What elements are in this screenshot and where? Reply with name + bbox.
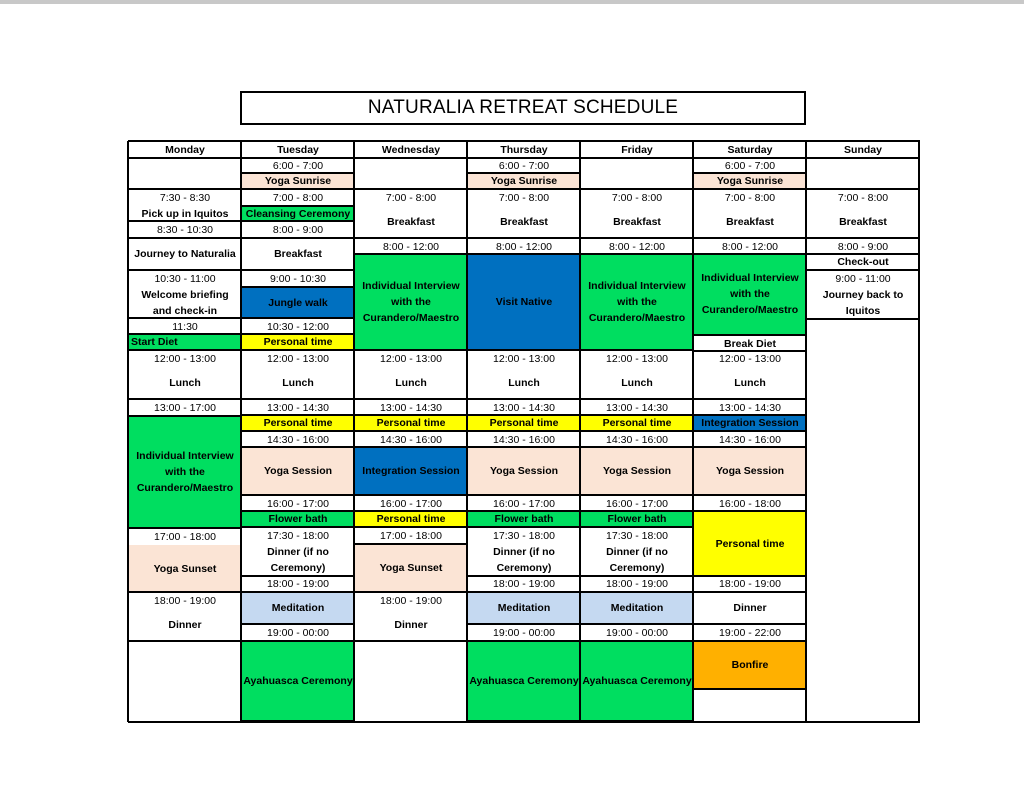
grid-line bbox=[128, 640, 242, 642]
time-label: 6:00 - 7:00 bbox=[724, 159, 776, 172]
grid-line bbox=[580, 253, 694, 255]
grid-line bbox=[467, 430, 581, 432]
grid-line bbox=[241, 526, 355, 528]
day-header-friday: Friday bbox=[621, 143, 653, 156]
activity-personal-time: Personal time bbox=[355, 511, 467, 527]
grid-line bbox=[354, 237, 468, 239]
grid-line bbox=[128, 591, 242, 593]
grid-line bbox=[354, 446, 468, 448]
grid-line bbox=[467, 494, 581, 496]
time-label: 17:30 - 18:00 bbox=[267, 530, 329, 542]
time-label: 7:00 - 8:00 bbox=[611, 192, 663, 204]
grid-line bbox=[806, 253, 920, 255]
activity-flower-bath: Flower bath bbox=[242, 511, 354, 527]
grid-line bbox=[693, 688, 807, 690]
activity-journey: Journey to Naturalia bbox=[134, 248, 236, 260]
grid-line bbox=[693, 623, 807, 625]
activity-dinner: Dinner bbox=[733, 602, 767, 614]
grid-line bbox=[128, 140, 920, 142]
activity-break-diet: Break Diet bbox=[724, 337, 776, 350]
grid-line bbox=[354, 349, 468, 351]
grid-line bbox=[806, 188, 920, 190]
grid-line bbox=[241, 349, 355, 351]
time-label: 13:00 - 17:00 bbox=[154, 402, 216, 414]
grid-line bbox=[354, 510, 468, 512]
time-label: 14:30 - 16:00 bbox=[493, 433, 555, 446]
time-label: 12:00 - 13:00 bbox=[606, 353, 668, 365]
grid-line bbox=[693, 575, 807, 577]
grid-line bbox=[241, 269, 355, 271]
time-label: 13:00 - 14:30 bbox=[493, 401, 555, 414]
grid-line bbox=[128, 349, 242, 351]
activity-yoga-session: Yoga Session bbox=[581, 447, 693, 495]
activity-interview: Individual Interview with the Curandero/Maestro bbox=[355, 254, 467, 350]
grid-line bbox=[467, 510, 581, 512]
grid-line bbox=[467, 526, 581, 528]
activity-visit-native: Visit Native bbox=[468, 254, 580, 350]
grid-line bbox=[241, 623, 355, 625]
activity-checkout: Check-out bbox=[837, 256, 889, 268]
grid-line bbox=[580, 237, 694, 239]
activity-integration: Integration Session bbox=[355, 447, 467, 495]
activity-lunch: Lunch bbox=[734, 377, 766, 389]
grid-line bbox=[128, 188, 242, 190]
time-label: 19:00 - 00:00 bbox=[267, 627, 329, 639]
time-label: 17:30 - 18:00 bbox=[493, 530, 555, 542]
time-label: 13:00 - 14:30 bbox=[719, 401, 781, 414]
activity-jungle-walk: Jungle walk bbox=[242, 287, 354, 318]
activity-meditation: Meditation bbox=[242, 592, 354, 624]
day-header-tuesday: Tuesday bbox=[277, 143, 319, 156]
time-label: 11:30 bbox=[172, 320, 198, 333]
activity-start-diet: Start Diet bbox=[129, 334, 241, 350]
activity-dinner: Dinner (if no Ceremony) bbox=[493, 546, 555, 574]
grid-line bbox=[241, 398, 355, 400]
grid-line bbox=[467, 237, 581, 239]
grid-line bbox=[693, 350, 807, 352]
activity-lunch: Lunch bbox=[621, 377, 653, 389]
grid-line bbox=[241, 414, 355, 416]
grid-line bbox=[693, 446, 807, 448]
time-label: 6:00 - 7:00 bbox=[272, 159, 324, 172]
activity-yoga-sunset: Yoga Sunset bbox=[129, 545, 241, 592]
activity-yoga-sunrise: Yoga Sunrise bbox=[468, 173, 580, 189]
time-label: 8:00 - 12:00 bbox=[495, 240, 553, 253]
time-label: 8:00 - 9:00 bbox=[272, 224, 324, 236]
time-label: 12:00 - 13:00 bbox=[719, 353, 781, 365]
activity-bonfire: Bonfire bbox=[694, 641, 806, 689]
activity-yoga-sunset: Yoga Sunset bbox=[355, 544, 467, 592]
activity-integration: Integration Session bbox=[694, 415, 806, 431]
grid-line bbox=[467, 720, 581, 722]
activity-flower-bath: Flower bath bbox=[468, 511, 580, 527]
grid-line bbox=[467, 349, 581, 351]
time-label: 9:00 - 10:30 bbox=[269, 273, 327, 285]
grid-line bbox=[693, 591, 807, 593]
time-label: 9:00 - 11:00 bbox=[835, 273, 891, 285]
grid-line bbox=[241, 575, 355, 577]
grid-line bbox=[467, 623, 581, 625]
grid-line bbox=[241, 640, 355, 642]
grid-line bbox=[693, 494, 807, 496]
activity-flower-bath: Flower bath bbox=[581, 511, 693, 527]
grid-line bbox=[354, 543, 468, 545]
grid-line bbox=[241, 591, 355, 593]
time-label: 19:00 - 00:00 bbox=[606, 627, 668, 639]
time-label: 14:30 - 16:00 bbox=[380, 433, 442, 446]
activity-interview: Individual Interview with the Curandero/Maestro bbox=[129, 416, 241, 528]
time-label: 7:00 - 8:00 bbox=[498, 192, 550, 204]
activity-journey-back: Journey back to Iquitos bbox=[822, 289, 904, 317]
grid-line bbox=[580, 430, 694, 432]
time-label: 7:30 - 8:30 bbox=[159, 192, 211, 204]
grid-line bbox=[354, 526, 468, 528]
time-label: 18:00 - 19:00 bbox=[380, 595, 442, 607]
grid-line bbox=[693, 253, 807, 255]
time-label: 17:00 - 18:00 bbox=[380, 530, 442, 542]
time-label: 10:30 - 11:00 bbox=[154, 273, 216, 285]
time-label: 7:00 - 8:00 bbox=[385, 192, 437, 204]
time-label: 13:00 - 14:30 bbox=[606, 401, 668, 414]
activity-personal-time: Personal time bbox=[468, 415, 580, 431]
grid-line bbox=[354, 414, 468, 416]
grid-line bbox=[806, 318, 920, 320]
activity-yoga-sunrise: Yoga Sunrise bbox=[242, 173, 354, 189]
time-label: 12:00 - 13:00 bbox=[493, 353, 555, 365]
grid-line bbox=[354, 591, 468, 593]
time-label: 12:00 - 13:00 bbox=[154, 353, 216, 365]
activity-interview: Individual Interview with the Curandero/Maestro bbox=[581, 254, 693, 350]
grid-line bbox=[580, 623, 694, 625]
time-label: 12:00 - 13:00 bbox=[267, 353, 329, 365]
grid-line bbox=[467, 575, 581, 577]
grid-line bbox=[128, 317, 242, 319]
grid-line bbox=[241, 333, 355, 335]
time-label: 16:00 - 17:00 bbox=[493, 497, 555, 510]
time-label: 7:00 - 8:00 bbox=[724, 192, 776, 204]
time-label: 8:30 - 10:30 bbox=[156, 224, 214, 236]
activity-ayahuasca: Ayahuasca Ceremony bbox=[581, 641, 693, 721]
grid-line bbox=[693, 334, 807, 336]
activity-personal-time: Personal time bbox=[242, 415, 354, 431]
time-label: 18:00 - 19:00 bbox=[267, 578, 329, 590]
activity-lunch: Lunch bbox=[282, 377, 314, 389]
time-label: 7:00 - 8:00 bbox=[837, 192, 889, 204]
grid-line bbox=[693, 172, 807, 174]
activity-breakfast: Breakfast bbox=[274, 248, 322, 260]
grid-line bbox=[128, 398, 242, 400]
grid-line bbox=[467, 591, 581, 593]
grid-line bbox=[918, 141, 920, 722]
time-label: 8:00 - 12:00 bbox=[721, 240, 779, 253]
grid-line bbox=[467, 640, 581, 642]
activity-breakfast: Breakfast bbox=[613, 216, 661, 228]
activity-ayahuasca: Ayahuasca Ceremony bbox=[468, 641, 580, 721]
grid-line bbox=[580, 720, 694, 722]
time-label: 16:00 - 17:00 bbox=[606, 497, 668, 510]
grid-line bbox=[693, 398, 807, 400]
grid-line bbox=[580, 494, 694, 496]
grid-line bbox=[354, 494, 468, 496]
activity-dinner: Dinner (if no Ceremony) bbox=[267, 546, 329, 574]
activity-breakfast: Breakfast bbox=[500, 216, 548, 228]
time-label: 12:00 - 13:00 bbox=[380, 353, 442, 365]
activity-welcome: Welcome briefing and check-in bbox=[141, 289, 229, 317]
activity-ayahuasca: Ayahuasca Ceremony bbox=[242, 641, 354, 721]
grid-line bbox=[241, 205, 355, 207]
grid-line bbox=[580, 398, 694, 400]
activity-pickup: Pick up in Iquitos bbox=[141, 208, 229, 220]
grid-line bbox=[580, 575, 694, 577]
time-label: 13:00 - 14:30 bbox=[267, 401, 329, 414]
time-label: 7:00 - 8:00 bbox=[272, 192, 324, 204]
grid-line bbox=[693, 640, 807, 642]
grid-line bbox=[806, 237, 920, 239]
grid-line bbox=[580, 591, 694, 593]
activity-lunch: Lunch bbox=[169, 377, 201, 389]
time-label: 16:00 - 17:00 bbox=[380, 497, 442, 510]
grid-line bbox=[467, 253, 581, 255]
grid-line bbox=[580, 526, 694, 528]
grid-line bbox=[128, 269, 242, 271]
grid-line bbox=[128, 333, 242, 335]
activity-personal-time: Personal time bbox=[242, 334, 354, 350]
grid-line bbox=[128, 415, 242, 417]
activity-personal-time: Personal time bbox=[355, 415, 467, 431]
time-label: 8:00 - 12:00 bbox=[382, 240, 440, 253]
activity-dinner: Dinner (if no Ceremony) bbox=[606, 546, 668, 574]
grid-line bbox=[580, 349, 694, 351]
day-header-saturday: Saturday bbox=[727, 143, 773, 156]
activity-personal-time: Personal time bbox=[694, 511, 806, 576]
grid-line bbox=[241, 510, 355, 512]
time-label: 13:00 - 14:30 bbox=[380, 401, 442, 414]
time-label: 18:00 - 19:00 bbox=[154, 595, 216, 607]
time-label: 16:00 - 18:00 bbox=[719, 497, 781, 510]
activity-yoga-session: Yoga Session bbox=[694, 447, 806, 495]
activity-lunch: Lunch bbox=[395, 377, 427, 389]
time-label: 8:00 - 9:00 bbox=[837, 240, 889, 253]
grid-line bbox=[241, 237, 355, 239]
day-header-sunday: Sunday bbox=[844, 143, 882, 156]
grid-line bbox=[128, 527, 242, 529]
day-header-wednesday: Wednesday bbox=[381, 143, 441, 156]
time-label: 17:00 - 18:00 bbox=[154, 531, 216, 543]
time-label: 17:30 - 18:00 bbox=[606, 530, 668, 542]
grid-line bbox=[128, 220, 242, 222]
grid-line bbox=[354, 640, 468, 642]
grid-line bbox=[128, 237, 242, 239]
activity-lunch: Lunch bbox=[508, 377, 540, 389]
grid-line bbox=[241, 317, 355, 319]
grid-line bbox=[241, 446, 355, 448]
grid-line bbox=[580, 640, 694, 642]
activity-meditation: Meditation bbox=[468, 592, 580, 624]
activity-breakfast: Breakfast bbox=[387, 216, 435, 228]
activity-personal-time: Personal time bbox=[581, 415, 693, 431]
activity-yoga-session: Yoga Session bbox=[468, 447, 580, 495]
grid-line bbox=[354, 253, 468, 255]
grid-line bbox=[354, 398, 468, 400]
schedule-title: NATURALIA RETREAT SCHEDULE bbox=[240, 91, 806, 125]
grid-line bbox=[354, 430, 468, 432]
grid-line bbox=[580, 414, 694, 416]
activity-dinner: Dinner bbox=[168, 619, 202, 631]
grid-line bbox=[354, 188, 468, 190]
grid-line bbox=[241, 720, 355, 722]
activity-yoga-session: Yoga Session bbox=[242, 447, 354, 495]
grid-line bbox=[127, 141, 129, 722]
grid-line bbox=[467, 414, 581, 416]
grid-line bbox=[693, 510, 807, 512]
activity-breakfast: Breakfast bbox=[726, 216, 774, 228]
grid-line bbox=[241, 172, 355, 174]
time-label: 18:00 - 19:00 bbox=[493, 578, 555, 590]
time-label: 10:30 - 12:00 bbox=[267, 320, 329, 333]
day-header-thursday: Thursday bbox=[500, 143, 548, 156]
time-label: 6:00 - 7:00 bbox=[498, 159, 550, 172]
activity-meditation: Meditation bbox=[581, 592, 693, 624]
grid-line bbox=[693, 237, 807, 239]
activity-yoga-sunrise: Yoga Sunrise bbox=[694, 173, 806, 189]
activity-interview: Individual Interview with the Curandero/Maestro bbox=[694, 254, 806, 334]
activity-breakfast: Breakfast bbox=[839, 216, 887, 228]
time-label: 14:30 - 16:00 bbox=[719, 433, 781, 446]
activity-dinner: Dinner bbox=[394, 619, 428, 631]
grid-line bbox=[580, 188, 694, 190]
grid-line bbox=[693, 188, 807, 190]
time-label: 16:00 - 17:00 bbox=[267, 497, 329, 510]
grid-line bbox=[467, 398, 581, 400]
grid-line bbox=[806, 269, 920, 271]
time-label: 18:00 - 19:00 bbox=[719, 578, 781, 590]
time-label: 19:00 - 00:00 bbox=[493, 627, 555, 639]
grid-line bbox=[241, 188, 355, 190]
time-label: 19:00 - 22:00 bbox=[719, 627, 781, 639]
day-header-monday: Monday bbox=[165, 143, 205, 156]
time-label: 14:30 - 16:00 bbox=[267, 433, 329, 446]
grid-line bbox=[241, 220, 355, 222]
grid-line bbox=[241, 430, 355, 432]
time-label: 14:30 - 16:00 bbox=[606, 433, 668, 446]
grid-line bbox=[128, 157, 920, 159]
grid-line bbox=[580, 510, 694, 512]
grid-line bbox=[467, 172, 581, 174]
time-label: 18:00 - 19:00 bbox=[606, 578, 668, 590]
time-label: 8:00 - 12:00 bbox=[608, 240, 666, 253]
grid-line bbox=[241, 286, 355, 288]
activity-cleansing: Cleansing Ceremony bbox=[242, 206, 354, 221]
grid-line bbox=[693, 430, 807, 432]
grid-line bbox=[693, 414, 807, 416]
grid-line bbox=[241, 494, 355, 496]
grid-line bbox=[467, 188, 581, 190]
grid-line bbox=[580, 446, 694, 448]
grid-line bbox=[467, 446, 581, 448]
